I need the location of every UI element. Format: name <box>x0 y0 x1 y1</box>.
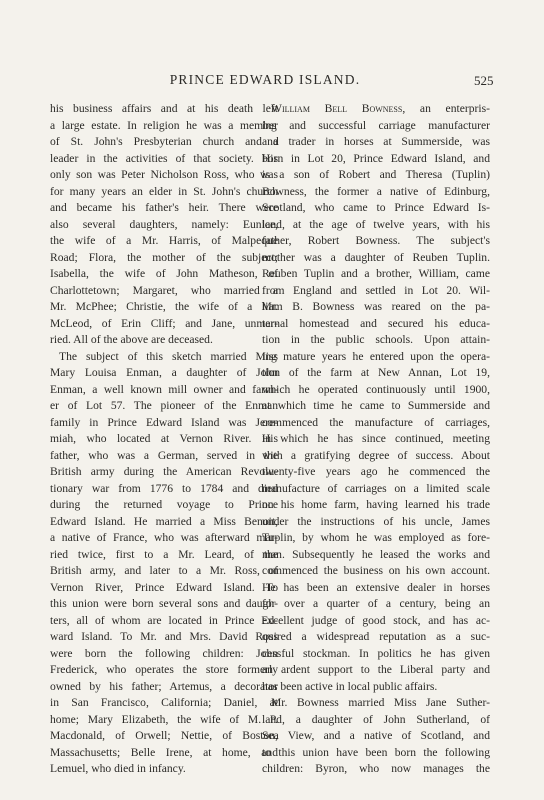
text-line: at which time he came to Summerside and <box>262 399 490 412</box>
text-line: for many years an elder in St. John's church <box>50 184 278 198</box>
first-line-text: an enterpris- <box>405 102 490 115</box>
text-line: ried twice, first to a Mr. Leard, of the <box>50 547 278 561</box>
text-line: manufacture of carriages on a limited scale <box>262 481 490 495</box>
text-line: a native of France, who was afterward mar- <box>50 531 278 544</box>
text-line: on his home farm, having learned his trade <box>262 498 490 511</box>
text-line: ters, all of whom are located in Prince Ed- <box>50 613 278 627</box>
text-line: father, who was a German, served in the <box>50 448 278 462</box>
text-line: British army during the American Revolu- <box>50 465 278 478</box>
text-line: which he operated continuously until 1900, <box>262 382 490 396</box>
text-line: man. Subsequently he leased the works and <box>262 547 490 561</box>
text-line: quired a widespread reputation as a suc- <box>262 630 490 643</box>
text-line: for over a quarter of a century, being an <box>262 597 490 610</box>
text-line: with a gratifying degree of success. About <box>262 448 490 462</box>
text-line: Bowness, the former a native of Edinburg, <box>262 184 490 198</box>
text-line: in which he has since continued, meeting <box>262 432 490 445</box>
text-line: ing mature years he entered upon the opera- <box>262 349 490 363</box>
text-line: Vernon River, Prince Edward Island. To <box>50 580 278 594</box>
text-line: children: Byron, who now manages the <box>262 762 490 775</box>
text-line: to this union have been born the following <box>262 745 490 759</box>
text-line: land, a daughter of John Sutherland, of <box>262 712 490 726</box>
text-line: ternal homestead and secured his educa- <box>262 316 490 330</box>
text-line: ried. All of the above are deceased. <box>50 333 213 346</box>
text-line: of St. John's Presbyterian church and a <box>50 135 278 148</box>
text-line: during the returned voyage to Prince <box>50 498 278 511</box>
text-line: Road; Flora, the mother of the subject; <box>50 250 278 264</box>
text-line: tion of the farm at New Annan, Lot 19, <box>262 366 490 379</box>
text-line: also several daughters, namely: Eunice, <box>50 217 278 231</box>
text-line: family in Prince Edward Island was Jere- <box>50 415 278 429</box>
text-line: Massachusetts; Belle Irene, at home, and <box>50 745 278 759</box>
text-line <box>262 101 490 118</box>
text-line: only son was Peter Nicholson Ross, who was <box>50 168 278 181</box>
left-column <box>50 101 278 778</box>
text-line: has been active in local public affairs. <box>262 679 438 693</box>
text-line: ward Island. To Mr. and Mrs. David Ross <box>50 630 278 643</box>
text-line: this union were born several sons and daugh- <box>50 597 278 610</box>
text-line: ing and successful carriage manufacturer <box>262 118 490 132</box>
text-line: He has been an extensive dealer in horses <box>262 580 490 594</box>
text-line: Isabella, the wife of John Matheson, of <box>50 267 278 280</box>
text-line: miah, who located at Vernon River. His <box>50 432 278 445</box>
text-line: Scotland, who came to Prince Edward Is- <box>262 201 490 214</box>
right-column <box>262 101 490 778</box>
text-line: born in Lot 20, Prince Edward Island, and <box>262 151 490 165</box>
page-number: 525 <box>474 73 494 88</box>
text-line: the wife of a Mr. Harris, of Malpeque <box>50 234 278 247</box>
text-line: Enman, a well known mill owner and farm- <box>50 382 278 396</box>
subject-name: William Bell Bowness, <box>271 102 406 115</box>
text-line: Tuplin, by whom he was employed as fore- <box>262 531 490 544</box>
text-line: Reuben Tuplin and a brother, William, came <box>262 267 490 280</box>
text-line: British army, and later to a Mr. Ross, of <box>50 564 278 577</box>
text-line: McLeod, of Erin Cliff; and Jane, unmar- <box>50 316 278 330</box>
running-title: PRINCE EDWARD ISLAND. <box>169 72 361 87</box>
text-line: in San Francisco, California; Daniel, at <box>50 696 278 709</box>
text-line: Frederick, who operates the store formerly <box>50 663 278 676</box>
text-line: from England and settled in Lot 20. Wil- <box>262 283 490 297</box>
text-line: tion in the public schools. Upon attain- <box>262 333 490 346</box>
text-line: commenced the business on his own account. <box>262 564 490 577</box>
text-line: Edward Island. He married a Miss Benoit, <box>50 514 278 528</box>
text-line: Sea View, and a native of Scotland, and <box>262 729 490 742</box>
text-line: land, at the age of twelve years, with his <box>262 217 490 231</box>
text-line: mother was a daughter of Reuben Tuplin. <box>262 250 490 264</box>
text-line: tionary war from 1776 to 1784 and died <box>50 481 278 495</box>
text-line: under the instructions of his uncle, James <box>262 514 490 528</box>
text-line: and became his father's heir. There were <box>50 201 278 214</box>
text-line: father, Robert Bowness. The subject's <box>262 234 490 247</box>
text-line: were born the following children: John <box>50 646 278 660</box>
text-line: his business affairs and at his death left <box>50 102 278 115</box>
text-line: leader in the activities of that society. His <box>50 151 278 165</box>
text-line: an ardent support to the Liberal party and <box>262 663 490 676</box>
text-line: liam B. Bowness was reared on the pa- <box>262 300 490 313</box>
text-line: owned by his father; Artemus, a decorator <box>50 679 278 693</box>
text-line: Charlottetown; Margaret, who married a <box>50 283 278 297</box>
text-line: Mr. Bowness married Miss Jane Suther- <box>271 696 490 709</box>
text-line: is a son of Robert and Theresa (Tuplin) <box>262 168 490 181</box>
text-line: commenced the manufacture of carriages, <box>262 415 490 429</box>
text-line: er of Lot 57. The pioneer of the Enman <box>50 399 278 412</box>
text-line: a large estate. In religion he was a member <box>50 118 278 132</box>
text-line: twenty-five years ago he commenced the <box>262 465 490 478</box>
text-line: and trader in horses at Summerside, was <box>262 135 490 148</box>
text-line: home; Mary Elizabeth, the wife of M. P. <box>50 712 278 726</box>
text-line: excellent judge of good stock, and has ac- <box>262 613 490 627</box>
text-line: Macdonald, of Orwell; Nettie, of Boston, <box>50 729 278 742</box>
text-line: Mary Louisa Enman, a daughter of John <box>50 366 278 379</box>
text-line: Lemuel, who died in infancy. <box>50 762 186 775</box>
text-line: Mr. McPhee; Christie, the wife of a Mr. <box>50 300 278 313</box>
text-line: cessful stockman. In politics he has given <box>262 646 490 660</box>
text-line: The subject of this sketch married Miss <box>59 349 278 363</box>
